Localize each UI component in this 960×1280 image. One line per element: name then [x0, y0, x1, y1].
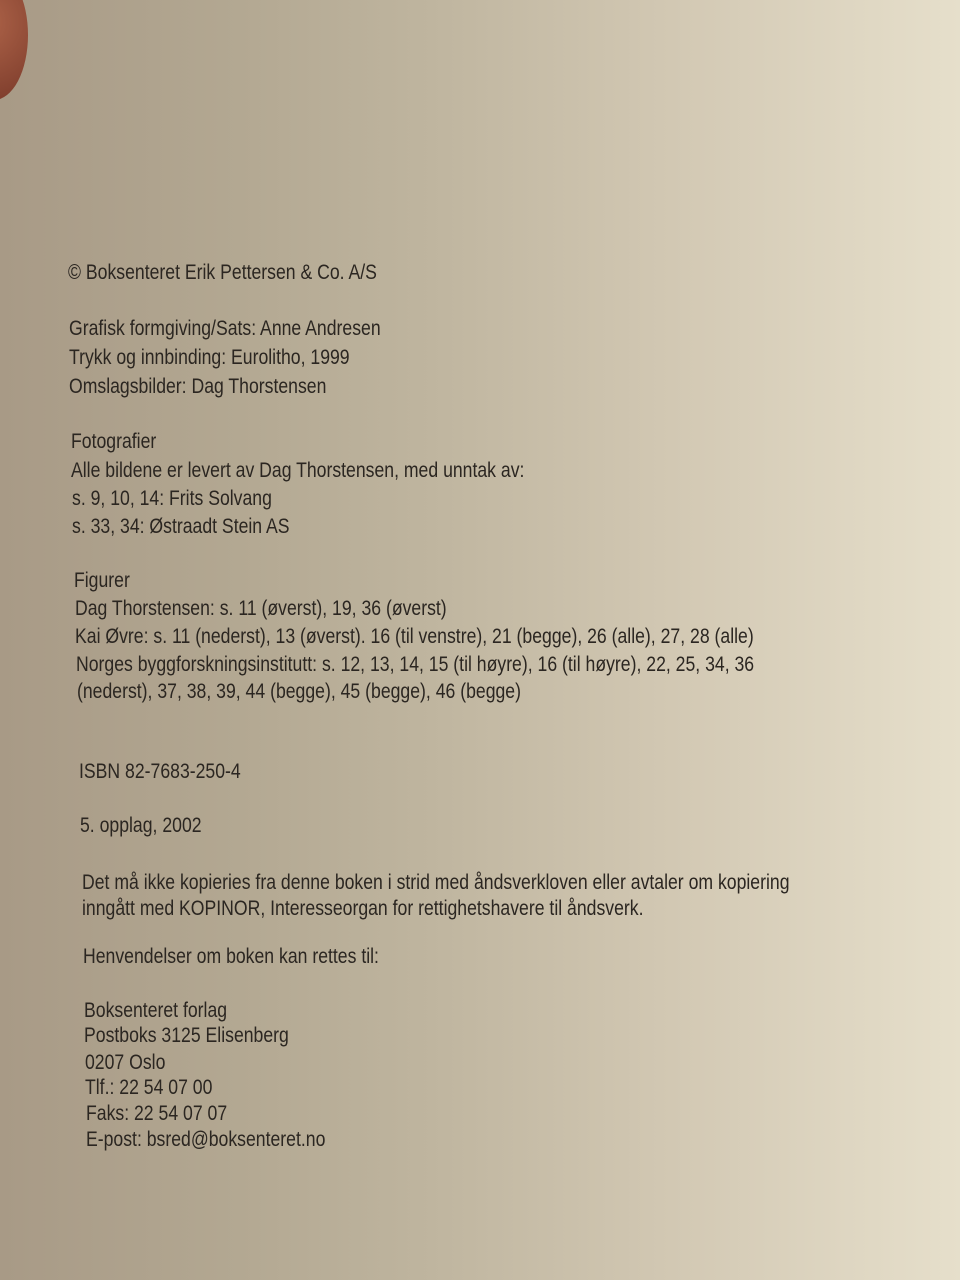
- edition: 5. opplag, 2002: [80, 813, 202, 837]
- copyright-notice: Det må ikke kopieries fra denne boken i strid med åndsverkloven eller avtaler om kopiering: [82, 870, 790, 894]
- copyright-line: © Boksenteret Erik Pettersen & Co. A/S: [68, 260, 377, 284]
- figures-line: (nederst), 37, 38, 39, 44 (begge), 45 (begge), 46 (begge): [77, 679, 521, 703]
- credit-line: Omslagsbilder: Dag Thorstensen: [69, 374, 327, 398]
- figures-line: Kai Øvre: s. 11 (nederst), 13 (øverst). 16 (til venstre), 21 (begge), 26 (alle), 27, 28 (alle): [75, 624, 754, 648]
- figures-line: Norges byggforskningsinstitutt: s. 12, 13, 14, 15 (til høyre), 16 (til høyre), 22, 25, 34, 36: [76, 652, 755, 676]
- photos-line: s. 33, 34: Østraadt Stein AS: [72, 514, 290, 538]
- credit-line: Trykk og innbinding: Eurolitho, 1999: [69, 345, 350, 369]
- figures-heading: Figurer: [74, 568, 130, 592]
- finger: [0, 0, 28, 100]
- credit-line: Grafisk formgiving/Sats: Anne Andresen: [69, 316, 381, 340]
- photos-line: s. 9, 10, 14: Frits Solvang: [72, 486, 272, 510]
- email: E-post: bsred@boksenteret.no: [86, 1127, 326, 1151]
- copyright-notice: inngått med KOPINOR, Interesseorgan for rettighetshavere til åndsverk.: [82, 896, 644, 920]
- postal-address: Postboks 3125 Elisenberg: [84, 1023, 289, 1047]
- publisher-name: Boksenteret forlag: [84, 998, 228, 1022]
- figures-line: Dag Thorstensen: s. 11 (øverst), 19, 36 (øverst): [75, 596, 447, 620]
- fax: Faks: 22 54 07 07: [86, 1101, 228, 1125]
- contact-intro: Henvendelser om boken kan rettes til:: [83, 944, 379, 968]
- photos-heading: Fotografier: [71, 429, 157, 453]
- phone: Tlf.: 22 54 07 00: [85, 1075, 213, 1099]
- isbn: ISBN 82-7683-250-4: [79, 759, 241, 783]
- photos-line: Alle bildene er levert av Dag Thorstensen, med unntak av:: [71, 458, 525, 482]
- postal-code: 0207 Oslo: [85, 1050, 166, 1074]
